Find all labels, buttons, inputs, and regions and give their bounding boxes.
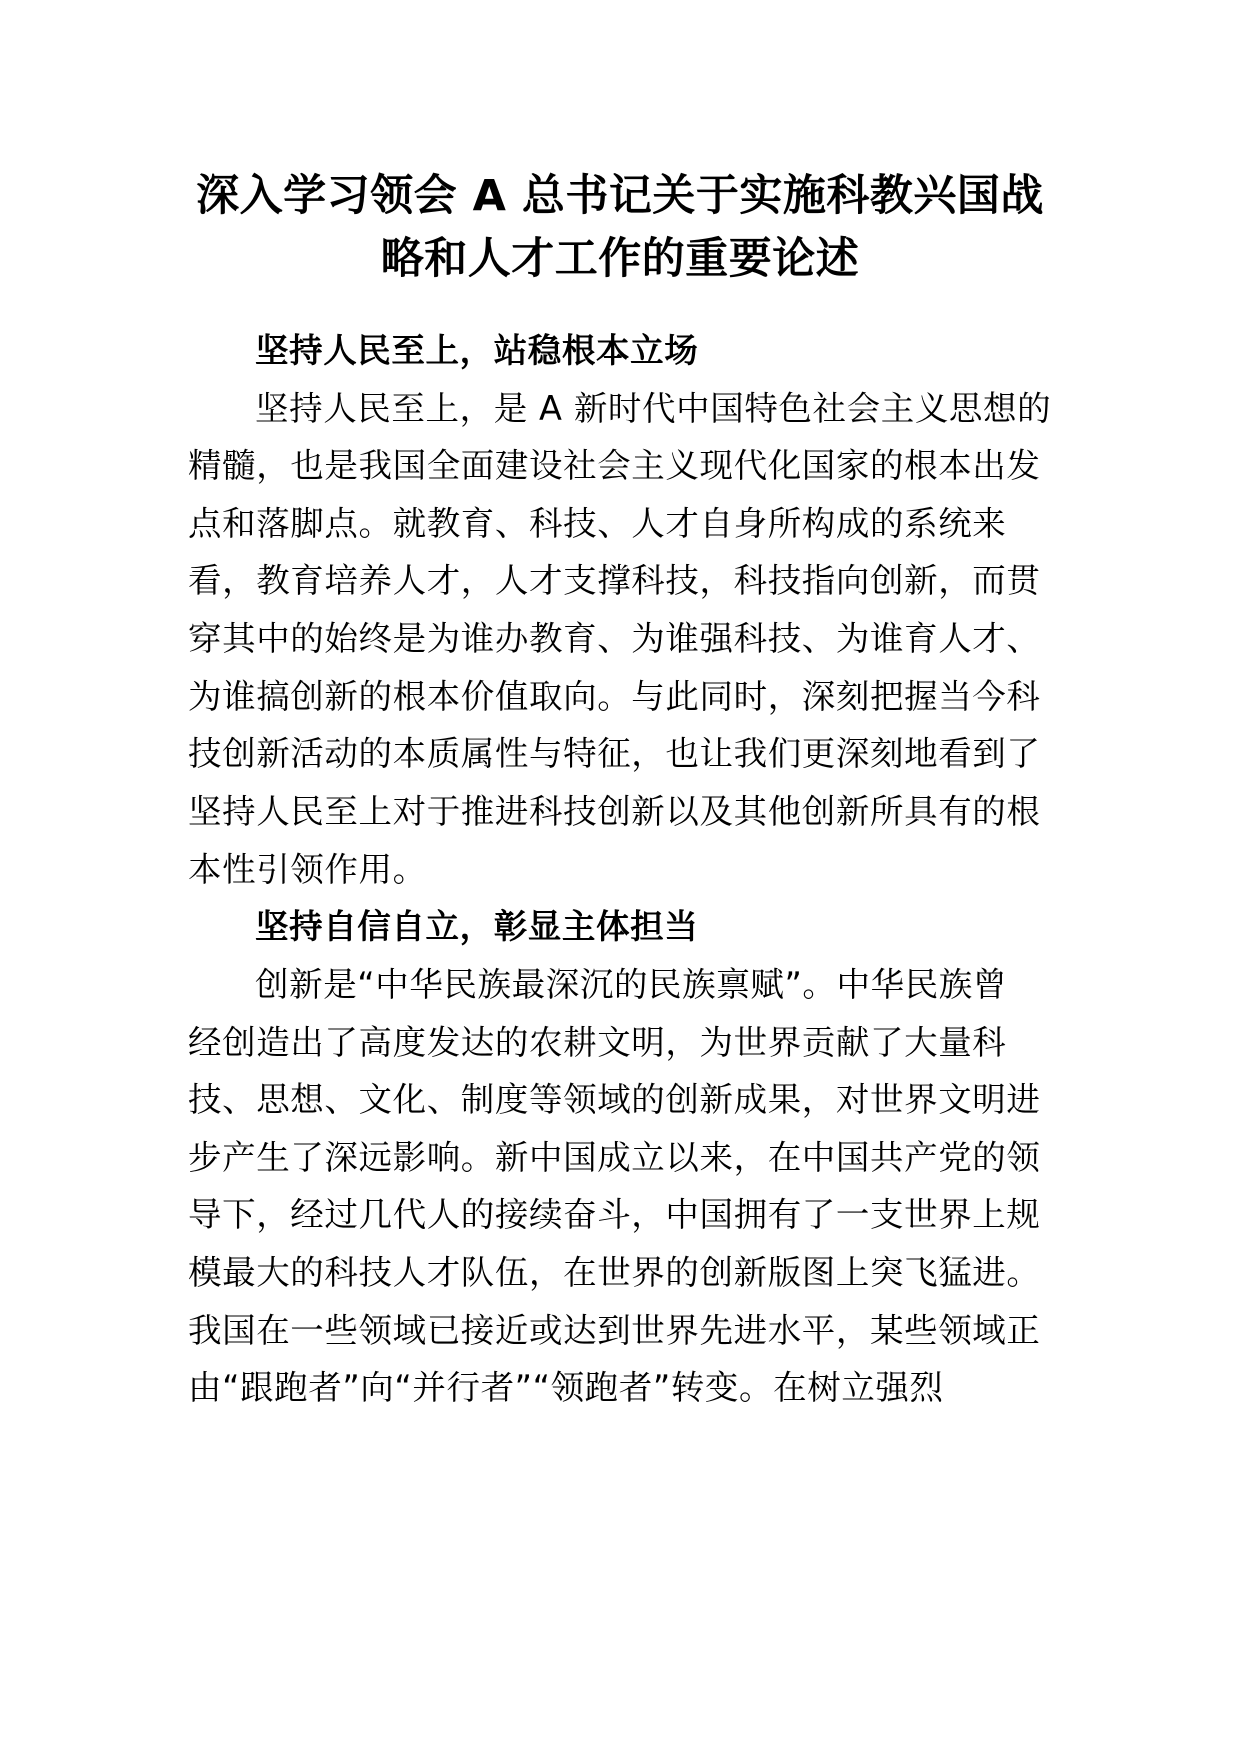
section-heading-2: 坚持自信自立，彰显主体担当: [255, 907, 699, 946]
paragraph-line: 技创新活动的本质属性与特征，也让我们更深刻地看到了: [188, 734, 1041, 773]
paragraph-line: 导下，经过几代人的接续奋斗，中国拥有了一支世界上规: [188, 1195, 1041, 1234]
paragraph-line: 经创造出了高度发达的农耕文明，为世界贡献了大量科: [188, 1023, 1007, 1062]
title-line-1: 深入学习领会 A 总书记关于实施科教兴国战: [196, 171, 1044, 221]
paragraph-line: 坚持人民至上，是 A 新时代中国特色社会主义思想的: [255, 389, 1052, 428]
paragraph-line: 为谁搞创新的根本价值取向。与此同时，深刻把握当今科: [188, 677, 1041, 716]
title-line-2: 略和人才工作的重要论述: [380, 234, 860, 284]
paragraph-line: 精髓，也是我国全面建设社会主义现代化国家的根本出发: [188, 446, 1041, 485]
paragraph-line: 步产生了深远影响。新中国成立以来，在中国共产党的领: [188, 1138, 1041, 1177]
paragraph-line: 技、思想、文化、制度等领域的创新成果，对世界文明进: [188, 1080, 1041, 1119]
section-heading-1: 坚持人民至上，站稳根本立场: [255, 331, 699, 370]
paragraph-line: 由“跟跑者”向“并行者”“领跑者”转变。在树立强烈: [188, 1368, 944, 1407]
paragraph-line: 我国在一些领域已接近或达到世界先进水平，某些领域正: [188, 1311, 1041, 1350]
paragraph-line: 点和落脚点。就教育、科技、人才自身所构成的系统来: [188, 504, 1007, 543]
paragraph-line: 创新是“中华民族最深沉的民族禀赋”。中华民族曾: [255, 965, 1008, 1004]
document-title: [150, 165, 1090, 291]
paragraph-line: 坚持人民至上对于推进科技创新以及其他创新所具有的根: [188, 792, 1041, 831]
paragraph-line: 穿其中的始终是为谁办教育、为谁强科技、为谁育人才、: [188, 619, 1041, 658]
paragraph-line: 模最大的科技人才队伍，在世界的创新版图上突飞猛进。: [188, 1253, 1041, 1292]
paragraph-line: 看，教育培养人才，人才支撑科技，科技指向创新，而贯: [188, 561, 1041, 600]
paragraph-line: 本性引领作用。: [188, 850, 427, 889]
